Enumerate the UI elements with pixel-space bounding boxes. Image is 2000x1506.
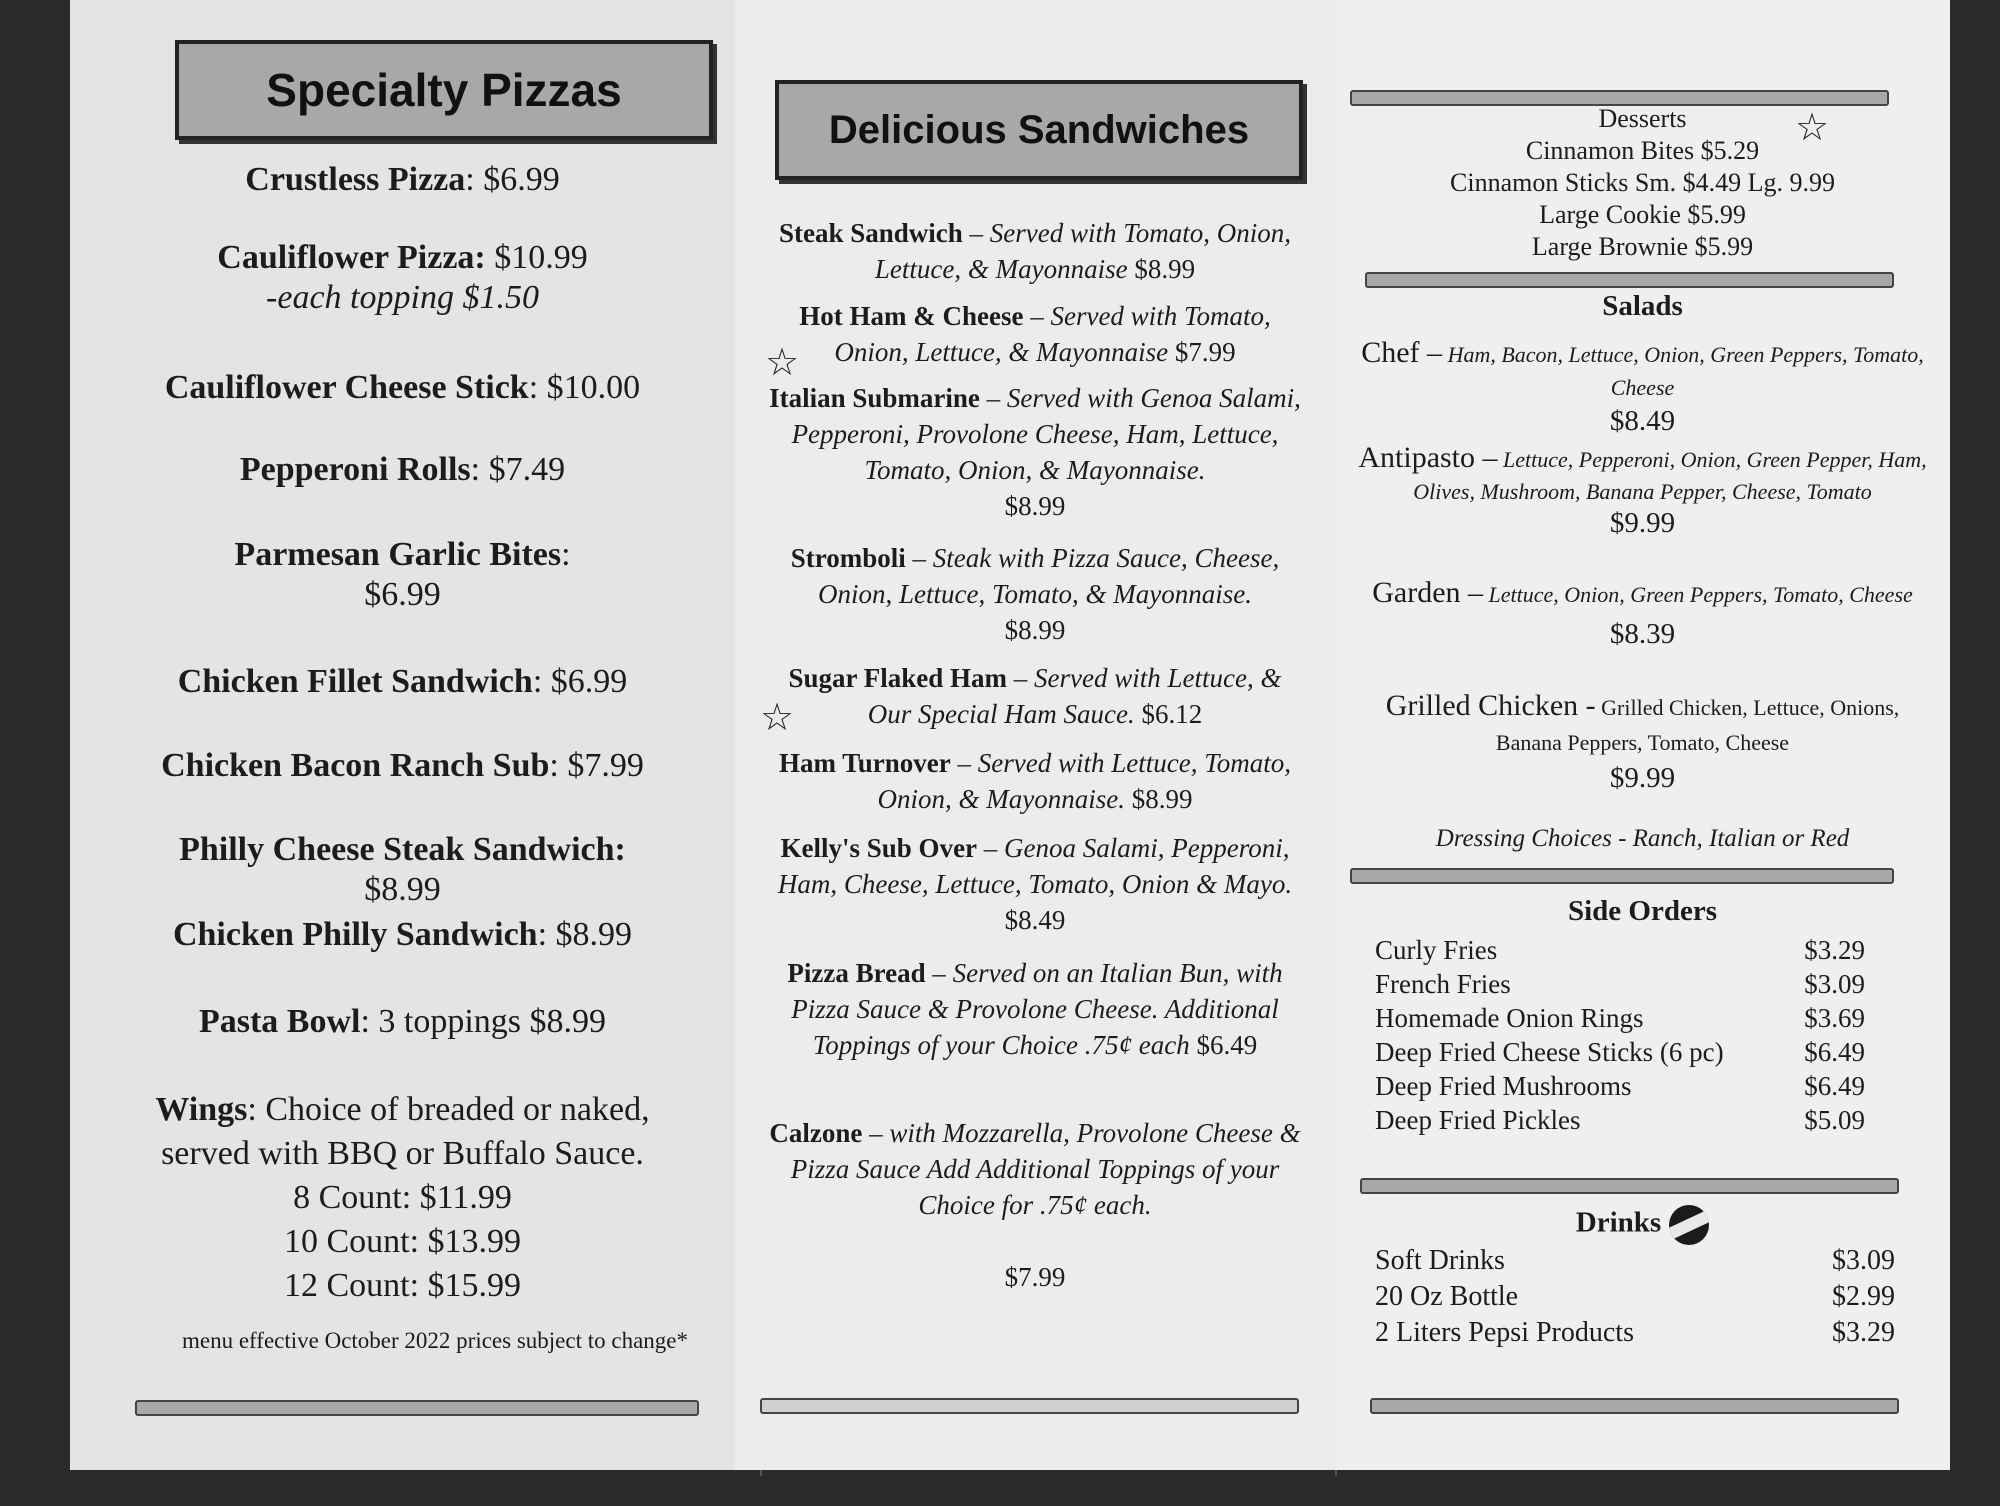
divider-bar [760,1398,1299,1414]
salad-item: Chef – Ham, Bacon, Lettuce, Onion, Green Peppers, Tomato, Cheese $8.49 [1361,336,1924,437]
divider-bar [1360,1178,1899,1194]
drinks-title: Drinks [1355,1205,1930,1245]
sandwich-item: Hot Ham & Cheese – Served with Tomato, Onion, Lettuce, & Mayonnaise $7.99 [799,301,1271,367]
sandwiches-title: Delicious Sandwiches [775,80,1303,180]
sandwich-item: Calzone – with Mozzarella, Provolone Cheese & Pizza Sauce Add Additional Toppings of your Choice for .75¢ each. $7.99 [769,1118,1301,1292]
divider-bar [135,1400,699,1416]
dessert-item: Large Cookie $5.99 [1539,200,1746,229]
specialty-pizzas-title: Specialty Pizzas [175,40,713,140]
drink-row: 2 Liters Pepsi Products $3.29 [1375,1317,1895,1348]
sandwich-item: Stromboli – Steak with Pizza Sauce, Cheese, Onion, Lettuce, Tomato, & Mayonnaise. $8.99 [790,543,1280,645]
menu-item: Chicken Fillet Sandwich: $6.99 [177,663,628,700]
menu-item: Philly Cheese Steak Sandwich: $8.99 [179,831,626,908]
wings-item: Wings: Choice of breaded or naked, served with BBQ or Buffalo Sauce. 8 Count: $11.99 10 Count: $13.99 12 Count: $15.99 [155,1091,650,1304]
desserts-section [1355,103,1930,263]
salad-item: Grilled Chicken - Grilled Chicken, Lettuce, Onions, Banana Peppers, Tomato, Cheese $9.99 [1385,689,1900,794]
divider-bar [1370,1398,1899,1414]
side-row: French Fries $3.09 [1375,969,1865,999]
sandwich-item: Kelly's Sub Over – Genoa Salami, Pepperoni, Ham, Cheese, Lettuce, Tomato, Onion & Mayo. $8.49 [777,833,1293,935]
menu-item: Crustless Pizza: $6.99 [245,161,560,198]
menu-item: Chicken Philly Sandwich: $8.99 [172,916,633,953]
salad-item: Garden – Lettuce, Onion, Green Peppers, Tomato, Cheese $8.39 [1372,576,1913,650]
specialty-pizzas-panel [70,0,735,1470]
menu-item: Chicken Bacon Ranch Sub: $7.99 [161,747,644,784]
side-row: Curly Fries $3.29 [1375,935,1865,965]
side-row: Homemade Onion Rings $3.69 [1375,1003,1865,1033]
star-icon: ☆ [765,340,800,384]
dessert-item: Large Brownie $5.99 [1531,232,1754,261]
menu-item: Parmesan Garlic Bites: $6.99 [234,536,571,613]
side-orders-title: Side Orders [1567,895,1718,927]
menu-item: Cauliflower Pizza: $10.99 -each topping $1.50 [217,239,588,316]
dessert-item: Cinnamon Bites $5.29 [1525,136,1760,165]
drink-row: Soft Drinks $3.09 [1375,1245,1895,1276]
salads-title: Salads [1602,290,1683,322]
menu-item: Cauliflower Cheese Stick: $10.00 [164,369,641,406]
menu-item: Pasta Bowl: 3 toppings $8.99 [198,1003,607,1040]
footnote: menu effective October 2022 prices subject to change* [181,1328,689,1353]
star-icon: ☆ [760,695,795,739]
dessert-item: Cinnamon Sticks Sm. $4.49 Lg. 9.99 [1450,168,1835,197]
sandwiches-panel [735,0,1335,1470]
sandwich-item: Pizza Bread – Served on an Italian Bun, with Pizza Sauce & Provolone Cheese. Additional Toppings of your Choice .75¢ each $6.49 [787,958,1283,1060]
side-row: Deep Fried Cheese Sticks (6 pc) $6.49 [1375,1037,1865,1067]
side-row: Deep Fried Pickles $5.09 [1375,1105,1865,1135]
dressing-choices: Dressing Choices - Ranch, Italian or Red [1435,825,1850,852]
salad-item: Antipasto – Lettuce, Pepperoni, Onion, Green Pepper, Ham, Olives, Mushroom, Banana Pepper, Cheese, Tomato $9.99 [1358,441,1927,539]
side-row: Deep Fried Mushrooms $6.49 [1375,1071,1865,1101]
divider-bar [1350,868,1894,884]
menu-item: Pepperoni Rolls: $7.49 [239,451,566,488]
drink-row: 20 Oz Bottle $2.99 [1375,1281,1895,1312]
sandwich-item: Steak Sandwich – Served with Tomato, Onion, Lettuce, & Mayonnaise $8.99 [778,218,1292,284]
sandwich-item: Italian Submarine – Served with Genoa Salami, Pepperoni, Provolone Cheese, Ham, Lettuce, Tomato, Onion, & Mayonnaise. $8.99 [769,383,1301,521]
sandwich-item: Sugar Flaked Ham – Served with Lettuce, & Our Special Ham Sauce. $6.12 [788,663,1282,729]
divider-bar [1365,272,1894,288]
right-panel [1335,0,1950,1470]
sandwich-item: Ham Turnover – Served with Lettuce, Tomato, Onion, & Mayonnaise. $8.99 [778,748,1291,814]
desserts-title: Desserts [1598,104,1687,133]
pepsi-logo-icon [1669,1205,1709,1245]
star-icon: ☆ [1795,105,1830,149]
